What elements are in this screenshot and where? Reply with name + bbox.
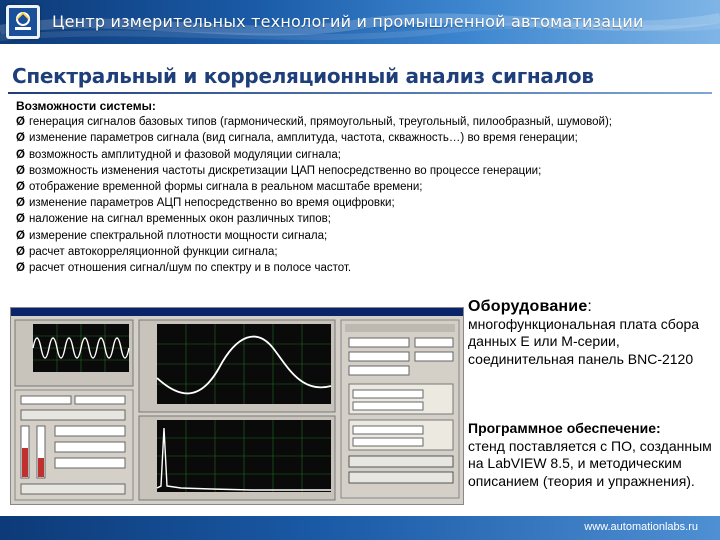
feature-item: Ø изменение параметров сигнала (вид сигнала, амплитуда, частота, скважность…) во время генерации;	[16, 132, 578, 145]
arrow-bullet-icon: Ø	[16, 164, 25, 177]
equipment-text: многофункциональная плата сбора данных E или M-серии, соединительная панель BNC-2120	[468, 315, 700, 367]
arrow-bullet-icon: Ø	[16, 116, 25, 129]
arrow-bullet-icon: Ø	[16, 181, 25, 194]
center-logo	[6, 5, 40, 39]
feature-item: Ø измерение спектральной плотности мощности сигнала;	[16, 229, 328, 242]
software-block	[468, 420, 718, 490]
feature-item: Ø расчет отношения сигнал/шум по спектру и в полосе частот.	[16, 262, 352, 275]
footer-url[interactable]: www.automationlabs.ru	[584, 521, 698, 533]
arrow-bullet-icon: Ø	[16, 213, 25, 226]
feature-item: Ø генерация сигналов базовых типов (гармонический, прямоугольный, треугольный, пилообразный, шумовой);	[16, 116, 612, 129]
features-heading: Возможности системы:	[16, 99, 156, 113]
labview-panel-picture	[11, 308, 463, 504]
header-title: Центр измерительных технологий и промышленной автоматизации	[52, 12, 644, 31]
software-title: Программное обеспечение:	[468, 420, 661, 436]
features-block	[16, 98, 716, 276]
labview-panel-screenshot	[10, 307, 464, 505]
arrow-bullet-icon: Ø	[16, 245, 25, 258]
arrow-bullet-icon: Ø	[16, 229, 25, 242]
equipment-title: Оборудование:	[468, 298, 593, 315]
feature-item: Ø возможность амплитудной и фазовой модуляции сигнала;	[16, 148, 341, 161]
title-underline	[8, 92, 712, 94]
header-bar	[0, 0, 720, 44]
feature-item: Ø отображение временной формы сигнала в реальном масштабе времени;	[16, 181, 423, 194]
arrow-bullet-icon: Ø	[16, 132, 25, 145]
features-list	[16, 114, 716, 276]
arrow-bullet-icon: Ø	[16, 148, 25, 161]
feature-item: Ø наложение на сигнал временных окон различных типов;	[16, 213, 331, 226]
feature-item: Ø изменение параметров АЦП непосредственно во время оцифровки;	[16, 197, 395, 210]
arrow-bullet-icon: Ø	[16, 262, 25, 275]
footer-bar	[0, 516, 720, 540]
feature-item: Ø возможность изменения частоты дискретизации ЦАП непосредственно во процессе генерации;	[16, 164, 542, 177]
slide-title: Спектральный и корреляционный анализ сигналов	[12, 64, 594, 88]
equipment-block	[468, 298, 718, 368]
feature-item: Ø расчет автокорреляционной функции сигнала;	[16, 245, 278, 258]
software-text: стенд поставляется с ПО, созданным на LabVIEW 8.5, и методическим описанием (теория и упражнения).	[468, 437, 712, 489]
arrow-bullet-icon: Ø	[16, 197, 25, 210]
